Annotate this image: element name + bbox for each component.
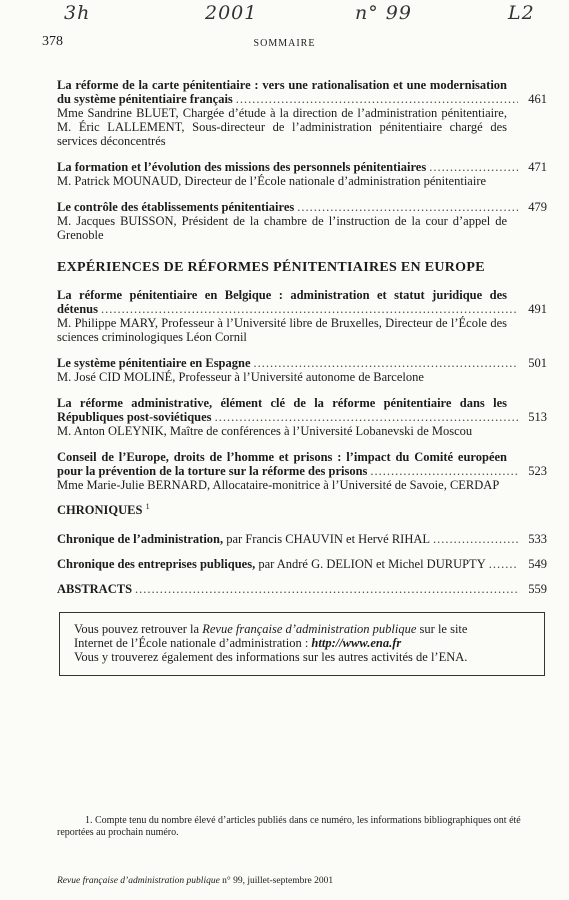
entry-title: La réforme administrative, élément clé de la réforme pénitentiaire dans les <box>57 396 507 410</box>
entry-author: M. Jacques BUISSON, Président de la chambre de l’instruction de la cour d’appel de <box>57 214 507 228</box>
entry-title-line <box>57 532 547 546</box>
entry-page: 491 <box>528 302 547 316</box>
entry-title-end: du système pénitentiaire français <box>57 92 233 106</box>
toc-entry <box>57 160 547 188</box>
entry-author: Grenoble <box>57 228 104 242</box>
page-footer <box>57 876 333 886</box>
leader-dots <box>101 302 518 316</box>
entry-author: sciences criminologiques Léon Cornil <box>57 330 247 344</box>
entry-title-line <box>57 302 547 316</box>
notice-text: Vous pouvez retrouver la <box>74 622 203 636</box>
entry-title-line <box>57 582 547 596</box>
website-link[interactable]: http://www.ena.fr <box>311 636 402 650</box>
notice-line-1 <box>74 622 534 636</box>
entry-title-end: Républiques post-soviétiques <box>57 410 212 424</box>
entry-title-line <box>57 464 547 478</box>
entry-title: Chronique de l’administration, <box>57 532 224 547</box>
entry-author: services déconcentrés <box>57 134 166 148</box>
footnote-marker: 1 <box>145 502 150 511</box>
entry-title: La réforme pénitentiaire en Belgique : administration et statut juridique des <box>57 288 507 302</box>
leader-dots <box>135 582 518 596</box>
handwritten-note-3: n° 99 <box>355 2 412 24</box>
toc-entry <box>57 557 547 571</box>
handwritten-note-2: 2001 <box>205 2 258 24</box>
toc-entry <box>57 582 547 596</box>
leader-dots <box>370 464 518 478</box>
leader-dots <box>429 160 518 174</box>
entry-title-line <box>57 160 547 174</box>
table-of-contents <box>57 78 547 608</box>
footnote: 1. Compte tenu du nombre élevé d’articles publiés dans ce numéro, les informations bibliographiques ont été reportées au prochain numéro. <box>57 815 521 838</box>
entry-author: Mme Marie-Julie BERNARD, Allocataire-monitrice à l’Université de Savoie, CERDAP <box>57 478 500 492</box>
entry-page: 559 <box>528 582 547 597</box>
footer-issue: n° 99, juillet-septembre 2001 <box>219 876 334 886</box>
entry-title: Le contrôle des établissements pénitentiaires <box>57 200 295 214</box>
entry-page: 471 <box>528 160 547 174</box>
entry-page: 461 <box>528 92 547 106</box>
website-notice-box <box>59 612 545 676</box>
entry-page: 501 <box>528 356 547 370</box>
entry-title-line <box>57 356 547 370</box>
leader-dots <box>254 356 518 370</box>
entry-author: par Francis CHAUVIN et Hervé RIHAL <box>223 532 431 547</box>
entry-title-line <box>57 557 547 571</box>
entry-title: Conseil de l’Europe, droits de l’homme et prisons : l’impact du Comité européen <box>57 450 507 464</box>
section-heading: EXPÉRIENCES DE RÉFORMES PÉNITENTIAIRES EN EUROPE <box>57 260 485 275</box>
running-title: SOMMAIRE <box>253 38 316 49</box>
entry-title-end: pour la prévention de la torture sur la réforme des prisons <box>57 464 368 478</box>
handwritten-note-1: 3h <box>64 2 91 24</box>
entry-author: M. Éric LALLEMENT, Sous-directeur de l’administration pénitentiaire chargé des <box>57 120 507 134</box>
entry-author: M. Patrick MOUNAUD, Directeur de l’École nationale d’administration pénitentiaire <box>57 174 487 188</box>
chroniques-label: CHRONIQUES <box>57 503 143 518</box>
entry-title-line <box>57 410 547 424</box>
leader-dots <box>297 200 518 214</box>
entry-author: M. Anton OLEYNIK, Maître de conférences à l’Université Lobanevski de Moscou <box>57 424 473 438</box>
toc-entry <box>57 200 547 242</box>
leader-dots <box>215 410 518 424</box>
leader-dots <box>236 92 518 106</box>
leader-dots <box>489 557 518 571</box>
entry-page: 513 <box>528 410 547 424</box>
toc-entry <box>57 532 547 546</box>
entry-page: 479 <box>528 200 547 214</box>
entry-title: Chronique des entreprises publiques, <box>57 557 256 572</box>
entry-page: 549 <box>528 557 547 572</box>
handwritten-note-4: L2 <box>508 2 535 24</box>
entry-title-line <box>57 92 547 106</box>
journal-name: Revue française d’administration publique <box>202 622 417 636</box>
toc-entry <box>57 356 547 384</box>
entry-author: Mme Sandrine BLUET, Chargée d’étude à la direction de l’administration pénitentiaire, <box>57 106 507 120</box>
entry-author: M. José CID MOLINÉ, Professeur à l’Université autonome de Barcelone <box>57 370 424 384</box>
toc-entry <box>57 288 547 344</box>
notice-line-3: Vous y trouverez également des informations sur les autres activités de l’ENA. <box>74 650 468 664</box>
notice-line-2 <box>74 636 534 650</box>
entry-title: Le système pénitentiaire en Espagne <box>57 356 251 370</box>
chroniques-heading <box>57 502 547 518</box>
footer-journal: Revue française d’administration publique <box>57 876 220 886</box>
entry-title: ABSTRACTS <box>57 582 133 597</box>
entry-title: La formation et l’évolution des missions des personnels pénitentiaires <box>57 160 427 174</box>
toc-entry <box>57 78 547 148</box>
entry-title-end: détenus <box>57 302 98 316</box>
entry-page: 533 <box>528 532 547 547</box>
leader-dots <box>433 532 518 546</box>
entry-author: M. Philippe MARY, Professeur à l’Université libre de Bruxelles, Directeur de l’École des <box>57 316 507 330</box>
toc-entry <box>57 450 547 492</box>
entry-title-line <box>57 200 547 214</box>
entry-title: La réforme de la carte pénitentiaire : vers une rationalisation et une modernisation <box>57 78 507 92</box>
notice-text: sur le site <box>416 622 468 636</box>
entry-page: 523 <box>528 464 547 478</box>
page-number: 378 <box>42 34 63 49</box>
entry-author: par André G. DELION et Michel DURUPTY <box>255 557 486 572</box>
notice-text: Internet de l’École nationale d’administration : <box>74 636 312 650</box>
toc-entry <box>57 396 547 438</box>
